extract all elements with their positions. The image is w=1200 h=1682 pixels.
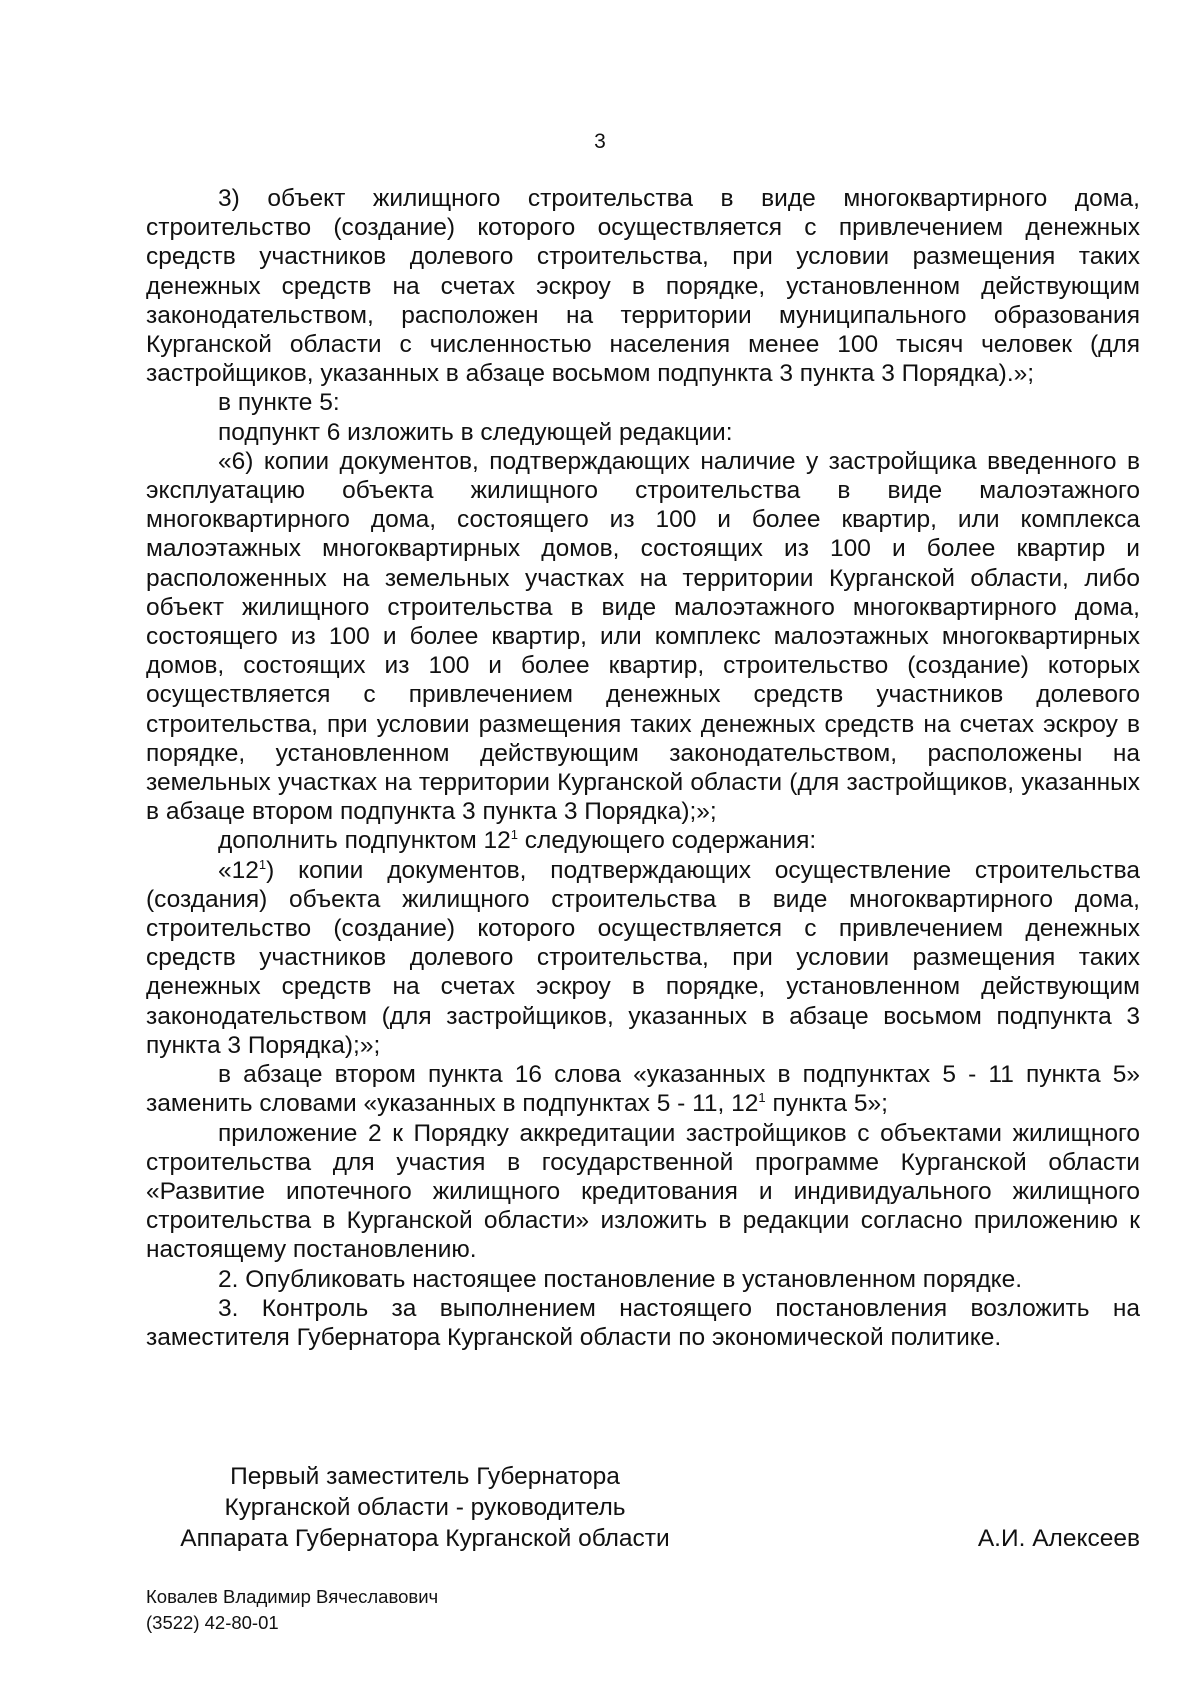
executor-info xyxy=(146,1584,438,1636)
paragraph-point-5: в пункте 5: xyxy=(218,389,340,417)
superscript: 1 xyxy=(758,1090,766,1106)
superscript: 1 xyxy=(258,856,267,872)
paragraph-control: 3. Контроль за выполнением настоящего постановления возложить на заместителя Губернатора Курганской области по экономической политике. xyxy=(146,1294,1140,1351)
paragraph-subpoint-12-1-text xyxy=(146,856,1140,1060)
paragraph-point-16 xyxy=(146,1060,1140,1118)
page-number: 3 xyxy=(594,130,606,153)
paragraph-text: ) копии документов, подтверждающих осуществление строительства (создания) объекта жилищного строительства в виде многоквартирного дома, строительство (создание) которого осуществляется с привлечением денежных средств участников долевого строительства, при условии размещения таких денежных средств на счетах эскроу в порядке, установленном действующим законодательством (для застройщиков, указанных в абзаце восьмом подпункта 3 пункта 3 Порядка);»; xyxy=(146,856,1140,1059)
signer-position-line: Курганской области - руководитель xyxy=(224,1494,626,1521)
signer-position-line: Аппарата Губернатора Курганской области xyxy=(180,1525,670,1552)
paragraph-subpoint-6-text: «6) копии документов, подтверждающих наличие у застройщика введенного в эксплуатацию объекта жилищного строительства в виде малоэтажного многоквартирного дома, состоящего из 100 и более квартир, или комплекса малоэтажных многоквартирных домов, состоящих из 100 и более квартир и расположенных на земельных участках на территории Курганской области, либо объект жилищного строительства в виде малоэтажного многоквартирного дома, состоящего из 100 и более квартир, или комплекс малоэтажных многоквартирных домов, состоящих из 100 и более квартир, строительство (создание) которых осуществляется с привлечением денежных средств участников долевого строительства, при условии размещения таких денежных средств на счетах эскроу в порядке, установленном действующим законодательством, расположены на земельных участках на территории Курганской области (для застройщиков, указанных в абзаце втором подпункта 3 пункта 3 Порядка);»; xyxy=(146,447,1140,826)
signer-position-line: Первый заместитель Губернатора xyxy=(230,1463,620,1490)
paragraph-text: дополнить подпунктом 12 xyxy=(218,827,511,855)
paragraph-text: «12 xyxy=(218,856,259,884)
document-body xyxy=(146,184,1140,1352)
paragraph-add-subpoint-12-1 xyxy=(146,826,1140,855)
paragraph-text: следующего содержания: xyxy=(517,827,817,855)
signer-position xyxy=(150,1461,700,1554)
executor-name: Ковалев Владимир Вячеславович xyxy=(146,1586,439,1607)
paragraph-subpoint-6-intro: подпункт 6 изложить в следующей редакции: xyxy=(218,418,733,446)
executor-phone: (3522) 42-80-01 xyxy=(146,1612,279,1633)
paragraph-appendix-2: приложение 2 к Порядку аккредитации застройщиков с объектами жилищного строительства для участия в государственной программе Курганской области «Развитие ипотечного жилищного кредитования и индивидуального жилищного строительства в Курганской области» изложить в редакции согласно приложению к настоящему постановлению. xyxy=(146,1119,1140,1264)
paragraph-publish: 2. Опубликовать настоящее постановление в установленном порядке. xyxy=(218,1265,1023,1293)
paragraph-item-3: 3) объект жилищного строительства в виде многоквартирного дома, строительство (создание) которого осуществляется с привлечением денежных средств участников долевого строительства, при условии размещения таких денежных средств на счетах эскроу в порядке, установленном действующим законодательством, расположен на территории муниципального образования Курганской области с численностью населения менее 100 тысяч человек (для застройщиков, указанных в абзаце восьмом подпункта 3 пункта 3 Порядка).»; xyxy=(146,185,1140,388)
paragraph-text: в абзаце втором пункта 16 слова «указанных в подпунктах 5 - 11 пункта 5» заменить словами «указанных в подпунктах 5 - 11, 12 xyxy=(146,1061,1140,1118)
signature-block xyxy=(150,1461,1140,1554)
superscript: 1 xyxy=(510,827,518,843)
signer-name: А.И. Алексеев xyxy=(977,1525,1140,1552)
paragraph-text: пункта 5»; xyxy=(765,1090,888,1118)
